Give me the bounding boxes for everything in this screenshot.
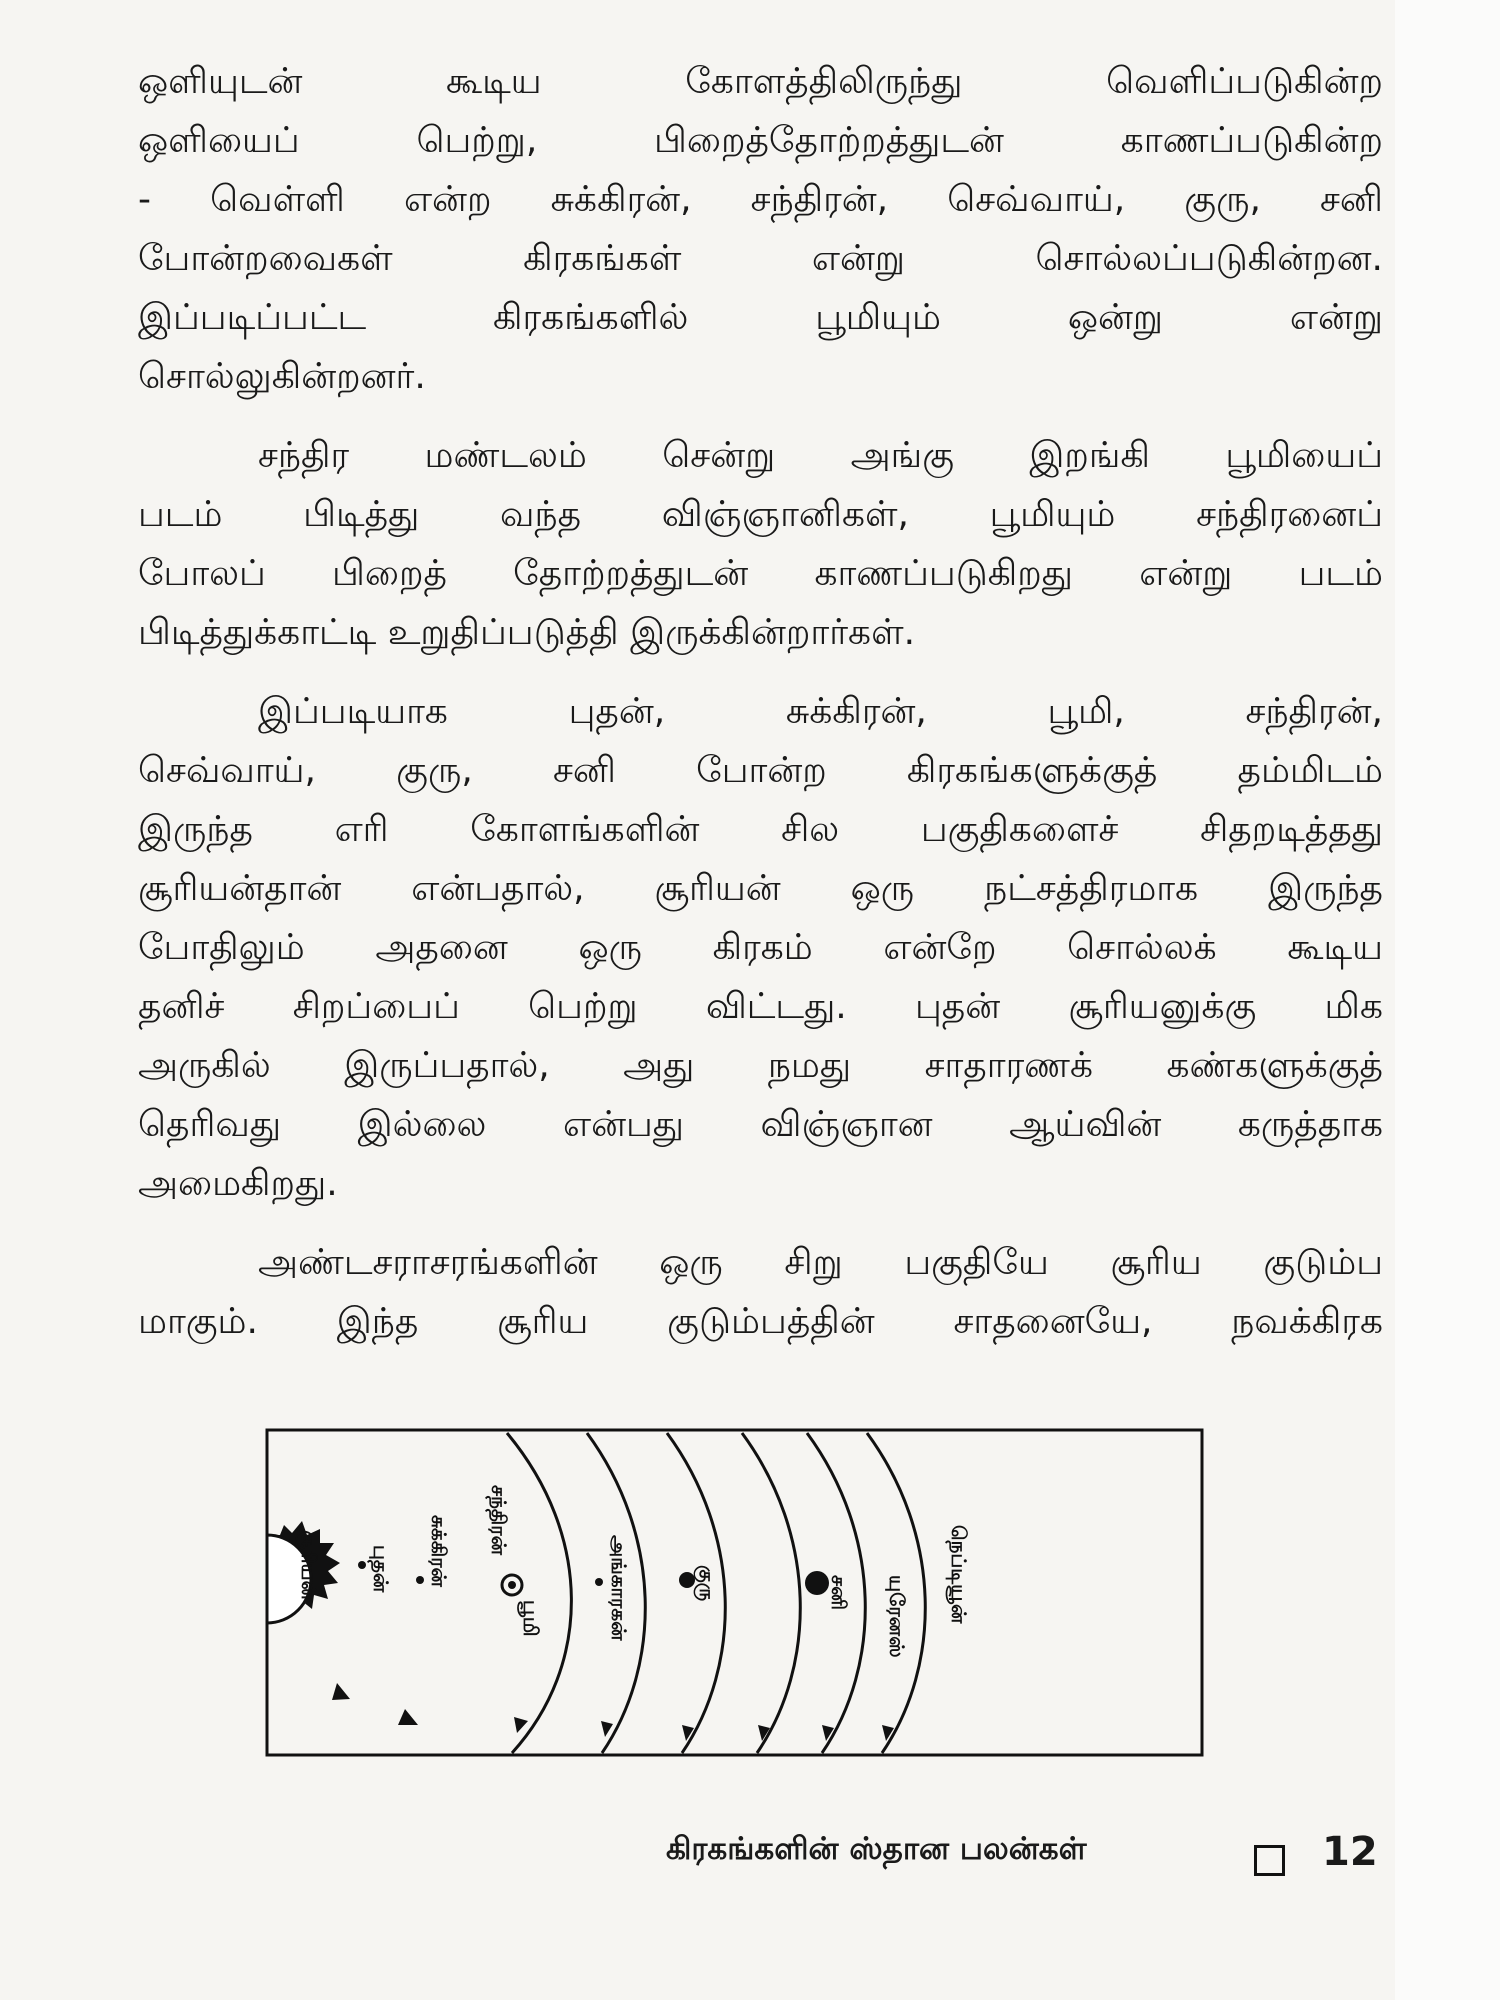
- book-title-footer: கிரகங்களின் ஸ்தான பலன்கள்: [666, 1831, 1087, 1867]
- square-icon: [1254, 1845, 1285, 1876]
- earth-icon: [502, 1575, 522, 1595]
- paragraph-1: ஒளியுடன் கூடிய கோளத்திலிருந்து வெளிப்படுகின்ற ஒளியைப் பெற்று, பிறைத்தோற்றத்துடன் காணப்படுகின்ற - வெள்ளி என்ற சுக்கிரன், சந்திரன், செவ்வாய், குரு, சனி போன்றவைகள் கிரகங்கள் என்று சொல்லப்படுகின்றன. இப்படிப்பட்ட கிரகங்களில் பூமியும் ஒன்று என்று சொல்லுகின்றனர்.: [138, 61, 1383, 397]
- label-sun: சூரியன்: [297, 1530, 321, 1601]
- label-venus: சுக்கிரன்: [427, 1515, 451, 1587]
- book-page-text: [138, 52, 1383, 1351]
- diagram-frame: [267, 1430, 1202, 1755]
- label-earth: பூமி: [519, 1600, 543, 1637]
- label-mars: அங்காரகன்: [607, 1535, 631, 1641]
- page-number: 12: [1322, 1829, 1378, 1875]
- page-edge: [1395, 0, 1500, 2000]
- venus-dot: [416, 1576, 424, 1584]
- mars-dot: [595, 1578, 603, 1586]
- saturn-dot: [805, 1571, 829, 1595]
- label-mercury: புதன்: [369, 1545, 393, 1593]
- jupiter-dot: [679, 1572, 695, 1588]
- label-moon: சந்திரன்: [487, 1485, 511, 1556]
- label-jupiter: குரு: [695, 1565, 719, 1602]
- paragraph-4: அண்டசராசரங்களின் ஒரு சிறு பகுதியே சூரிய குடும்ப மாகும். இந்த சூரிய குடும்பத்தின் சாதனையே, நவக்கிரக: [138, 1242, 1383, 1342]
- mercury-dot: [358, 1561, 366, 1569]
- orbit-saturn: [742, 1433, 800, 1753]
- paragraph-3: இப்படியாக புதன், சுக்கிரன், பூமி, சந்திரன், செவ்வாய், குரு, சனி போன்ற கிரகங்களுக்குத் தம்மிடம் இருந்த எரி கோளங்களின் சில பகுதிகளைச் சிதறடித்தது சூரியன்தான் என்பதால், சூரியன் ஒரு நட்சத்திரமாக இருந்த போதிலும் அதனை ஒரு கிரகம் என்றே சொல்லக் கூடிய தனிச் சிறப்பைப் பெற்று விட்டது. புதன் சூரியனுக்கு மிக அருகில் இருப்பதால், அது நமது சாதாரணக் கண்களுக்குத் தெரிவது இல்லை என்பது விஞ்ஞான ஆய்வின் கருத்தாக அமைகிறது.: [138, 691, 1383, 1204]
- label-neptune: நெப்டியூன்: [947, 1525, 971, 1624]
- label-uranus: யுரேனஸ்: [885, 1575, 909, 1658]
- solar-system-diagram: [262, 1425, 1207, 1760]
- paragraph-2: சந்திர மண்டலம் சென்று அங்கு இறங்கி பூமியைப் படம் பிடித்து வந்த விஞ்ஞானிகள், பூமியும் சந்திரனைப் போலப் பிறைத் தோற்றத்துடன் காணப்படுகிறது என்று படம் பிடித்துக்காட்டி உறுதிப்படுத்தி இருக்கின்றார்கள்.: [138, 435, 1383, 653]
- label-saturn: சனி: [827, 1575, 851, 1610]
